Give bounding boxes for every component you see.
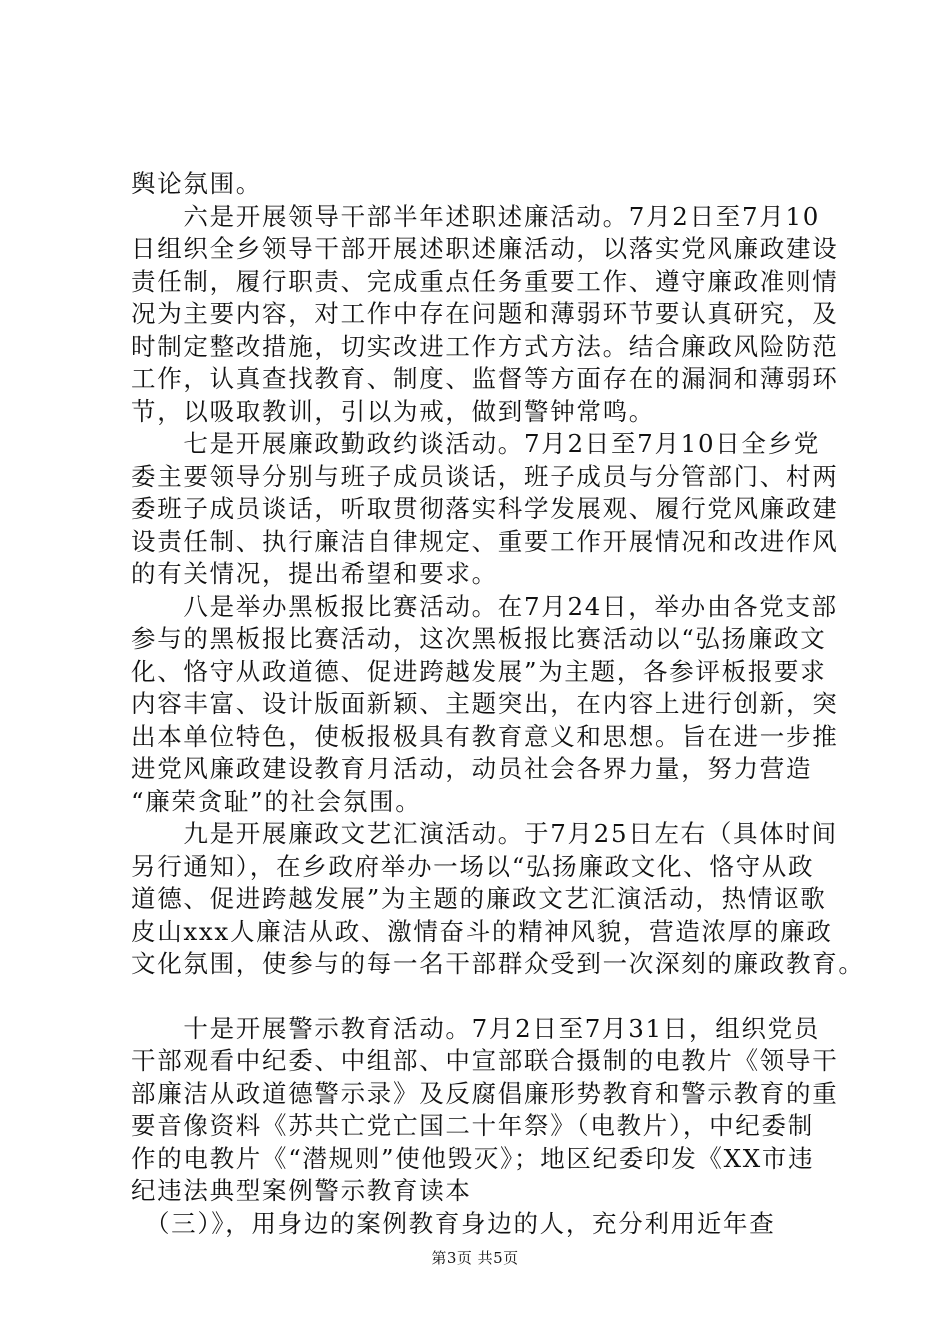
text-line: 道德、促进跨越发展”为主题的廉政文艺汇演活动，热情讴歌: [131, 884, 827, 913]
text-line: 化、恪守从政道德、促进跨越发展”为主题，各参评板报要求: [131, 656, 827, 686]
text-line: 出本单位特色，使板报极具有教育意义和思想。旨在进一步推: [131, 721, 839, 751]
text-line: 的有关情况，提出希望和要求。: [131, 559, 498, 588]
page-number-footer: 第3页 共5页: [431, 1249, 519, 1267]
text-line: 进党风廉政建设教育月活动，动员社会各界力量，努力营造: [131, 754, 813, 783]
text-line: 参与的黑板报比赛活动，这次黑板报比赛活动以“弘扬廉政文: [131, 624, 827, 653]
text-line: 设责任制、执行廉洁自律规定、重要工作开展情况和改进作风: [131, 526, 839, 556]
text-line: 要音像资料《苏共亡党亡国二十年祭》（电教片），中纪委制: [131, 1111, 814, 1140]
text-line: 十是开展警示教育活动。7月2日至7月31日，组织党员: [131, 1013, 821, 1043]
text-line: 六是开展领导干部半年述职述廉活动。7月2日至7月10: [131, 201, 821, 231]
text-line: 责任制，履行职责、完成重点任务重要工作、遵守廉政准则情: [131, 266, 839, 296]
text-line: 委主要领导分别与班子成员谈话，班子成员与分管部门、村两: [131, 461, 839, 491]
text-line: 作的电教片《“潜规则”使他毁灭》；地区纪委印发《XX市违: [131, 1143, 815, 1173]
text-line: 况为主要内容，对工作中存在问题和薄弱环节要认真研究，及: [131, 299, 839, 328]
body-text: [131, 168, 865, 1240]
text-line: 委班子成员谈话，听取贯彻落实科学发展观、履行党风廉政建: [131, 494, 839, 523]
text-line: 时制定整改措施，切实改进工作方式方法。结合廉政风险防范: [131, 331, 839, 361]
text-line: 七是开展廉政勤政约谈活动。7月2日至7月10日全乡党: [131, 429, 821, 458]
text-line: 文化氛围，使参与的每一名干部群众受到一次深刻的廉政教育。: [131, 949, 865, 978]
text-line: 干部观看中纪委、中组部、中宣部联合摄制的电教片《领导干: [131, 1046, 839, 1075]
text-line: 皮山xxx人廉洁从政、激情奋斗的精神风貌，营造浓厚的廉政: [131, 916, 833, 946]
text-line: 九是开展廉政文艺汇演活动。于7月25日左右（具体时间: [131, 819, 838, 848]
text-line: （三）》，用身边的案例教育身边的人，充分利用近年查: [131, 1208, 776, 1238]
text-line: 另行通知），在乡政府举办一场以“弘扬廉政文化、恪守从政: [131, 851, 815, 881]
text-line: 纪违法典型案例警示教育读本: [131, 1176, 472, 1205]
text-line: 部廉洁从政道德警示录》及反腐倡廉形势教育和警示教育的重: [131, 1078, 839, 1108]
text-line: 节，以吸取教训，引以为戒，做到警钟常鸣。: [131, 396, 655, 426]
text-line: 八是举办黑板报比赛活动。在7月24日，举办由各党支部: [131, 591, 838, 621]
text-line: 工作，认真查找教育、制度、监督等方面存在的漏洞和薄弱环: [131, 364, 839, 393]
text-line: 内容丰富、设计版面新颖、主题突出，在内容上进行创新，突: [131, 689, 839, 718]
text-line: “廉荣贪耻”的社会氛围。: [131, 786, 422, 816]
text-line: 日组织全乡领导干部开展述职述廉活动，以落实党风廉政建设: [131, 234, 839, 263]
blank-line: [131, 981, 831, 1013]
text-line: 舆论氛围。: [131, 169, 262, 198]
